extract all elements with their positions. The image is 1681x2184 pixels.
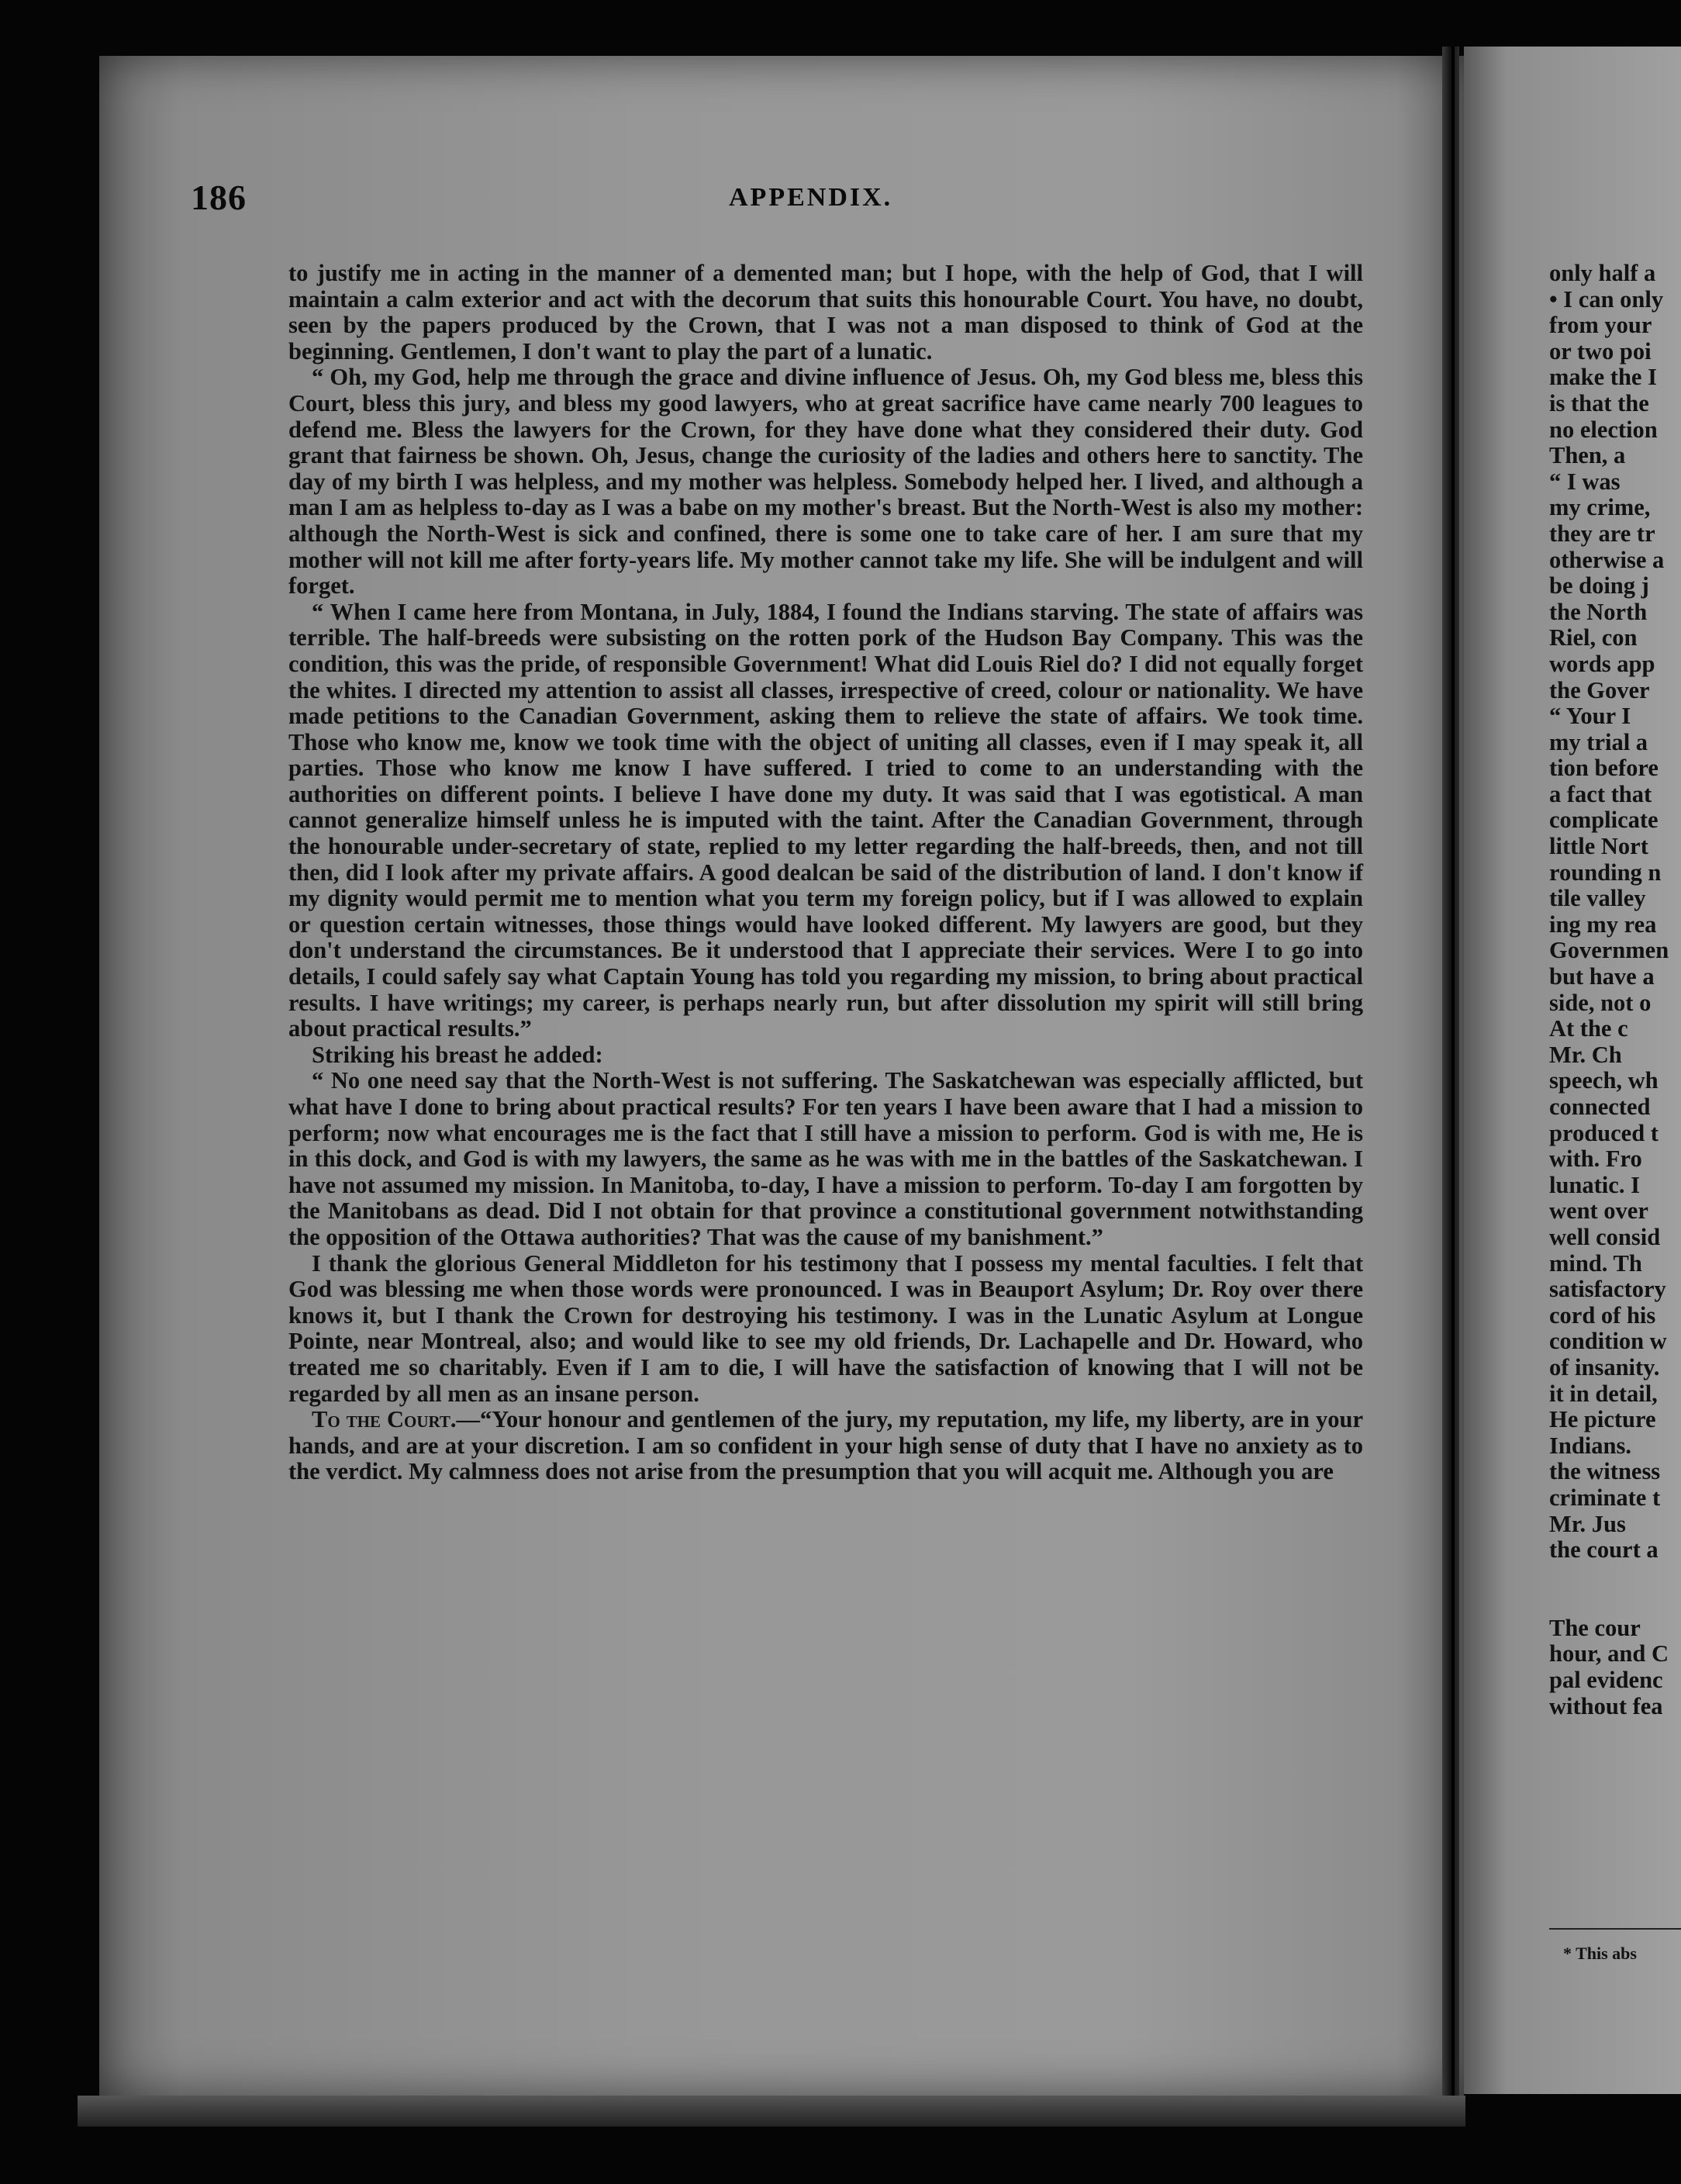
- right-page-line: a fact that: [1549, 780, 1652, 807]
- page-gutter: [1442, 47, 1459, 2110]
- right-page-line: The cour: [1549, 1614, 1641, 1641]
- right-page-line: the North: [1549, 598, 1648, 625]
- right-page-line: little Nort: [1549, 833, 1648, 860]
- right-page-line: criminate t: [1549, 1484, 1661, 1511]
- main-text-block: [288, 261, 1363, 1485]
- right-page-line: they are tr: [1549, 520, 1655, 547]
- right-page-line: be doing j: [1549, 572, 1649, 600]
- right-page-line: without fea: [1549, 1692, 1663, 1719]
- page-bottom-edge: [78, 2096, 1465, 2127]
- right-page-line: condition w: [1549, 1328, 1667, 1355]
- paragraph: I thank the glorious General Middleton for his testimony that I possess my mental faculties. I felt that God was blessing me when those words were pronounced. I was in Beauport Asylum; Dr. Roy over there knows it, but I thank the Crown for destroying his testimony. I was in the Lunatic Asylum at Longue Pointe, near Montreal, also; and would like to see my old friends, Dr. Lachapelle and Dr. Howard, who treated me so charitably. Even if I am to die, I will have the satisfaction of knowing that I will not be regarded by all men as an insane person.: [288, 1249, 1363, 1407]
- right-page-footnote: * This abs: [1563, 1944, 1637, 1963]
- page-number: 186: [191, 178, 247, 217]
- right-page-line: Riel, con: [1549, 624, 1638, 651]
- running-header: APPENDIX.: [729, 183, 893, 212]
- binding-thread: [1451, 47, 1455, 2110]
- paragraph: to justify me in acting in the manner of a demented man; but I hope, with the help of God, that I will maintain a calm exterior and act with the decorum that suits this honourable Court. You have, no doubt, seen by the papers produced by the Crown, that I was not a man disposed to think of God at the beginning. Gentlemen, I don't want to play the part of a lunatic.: [288, 260, 1363, 365]
- paragraph: “ When I came here from Montana, in July, 1884, I found the Indians starving. The state of affairs was terrible. The half-breeds were subsisting on the rotten pork of the Hudson Bay Company. This was the condition, this was the pride, of responsible Government! What did Louis Riel do? I did not equally forget the whites. I directed my attention to assist all classes, irrespective of creed, colour or nationality. We have made petitions to the Canadian Government, asking them to relieve the state of affairs. We took time. Those who know me, know we took time with the object of uniting all classes, even if I may speak it, all parties. Those who know me know I have suffered. I tried to come to an understanding with the authorities on different points. I believe I have done my duty. It was said that I was egotistical. A man cannot generalize himself unless he is imputed with the taint. After the Canadian Government, through the honourable under-secretary of state, replied to my letter regarding the half-breeds, then, and not till then, did I look after my private affairs. A good dealcan be said of the distribution of land. I don't know if my dignity would permit me to mention what you term my foreign policy, but if I was allowed to explain or question certain witnesses, those things would have looked different. My lawyers are good, but they don't understand the circumstances. Be it understood that I appreciate their services. Were I to go into details, I could safely say what Captain Young has told you regarding my mission, to bring about practical results. I have writings; my career, is perhaps nearly run, but after dissolution my spirit will still bring about practical results.”: [288, 598, 1363, 1042]
- footnote-rule: [1549, 1928, 1681, 1930]
- paragraph: “ No one need say that the North-West is not suffering. The Saskatchewan was especially afflicted, but what have I done to bring about practical results? For ten years I have been aware that I had a mission to perform; now what encourages me is the fact that I still have a mission to perform. God is with me, He is in this dock, and God is with my lawyers, the same as he was with me in the battles of the Saskatchewan. I have not assumed my mission. In Manitoba, to-day, I have a mission to perform. To-day I am forgotten by the Manitobans as dead. Did I not obtain for that province a constitutional government notwithstanding the opposition of the Ottawa authorities? That was the cause of my banishment.”: [288, 1067, 1363, 1250]
- right-page-line: ing my rea: [1549, 911, 1657, 938]
- right-page-line: of insanity.: [1549, 1353, 1660, 1381]
- right-page-line: words app: [1549, 650, 1655, 677]
- right-page-line: mind. Th: [1549, 1249, 1642, 1277]
- right-page-line: with. Fro: [1549, 1146, 1642, 1173]
- right-page-line: make the I: [1549, 364, 1657, 391]
- paragraph: “ Oh, my God, help me through the grace and divine influence of Jesus. Oh, my God bless me, bless this Court, bless this jury, and bless my good lawyers, who at great sacrifice have came nearly 700 leagues to defend me. Bless the lawyers for the Crown, for they have done what they considered their duty. God grant that fairness be shown. Oh, Jesus, change the curiosity of the ladies and others here to sanctity. The day of my birth I was helpless, and my mother was helpless. Somebody helped her. I lived, and although a man I am as helpless to-day as I was a babe on my mother's breast. But the North-West is also my mother: although the North-West is sick and confined, there is some one to take care of her. I am sure that my mother will not kill me after forty-years life. My mother cannot take my life. She will be indulgent and will forget.: [288, 364, 1363, 600]
- address-label: To the Court.: [312, 1406, 457, 1433]
- right-page-line: only half a: [1549, 260, 1656, 286]
- right-page-line: Mr. Ch: [1549, 1041, 1622, 1068]
- paragraph: Striking his breast he added:: [312, 1041, 603, 1068]
- right-page-line: or two poi: [1549, 337, 1652, 365]
- right-page-line: rounding n: [1549, 859, 1662, 886]
- right-page-text: [1549, 261, 1681, 1719]
- right-page-line: [1549, 1589, 1681, 1616]
- right-page-line: Then, a: [1549, 442, 1626, 469]
- right-page-line: complicate: [1549, 807, 1659, 834]
- right-page-line: went over: [1549, 1197, 1648, 1225]
- right-page-line: the court a: [1549, 1536, 1659, 1564]
- right-page-line: Governmen: [1549, 937, 1669, 964]
- paragraph-text: —“Your honour and gentlemen of the jury, my reputation, my life, my liberty, are in your hands, and are at your discretion. I am so confident in your high sense of duty that I have no anxiety as to the verdict. My calmness does not arise from the presumption that you will acquit me. Although you are: [288, 1406, 1363, 1485]
- right-page-line: speech, wh: [1549, 1067, 1659, 1094]
- right-page-line: connected: [1549, 1094, 1651, 1120]
- right-page-line: the Gover: [1549, 676, 1650, 703]
- right-page-line: • I can only: [1549, 285, 1664, 313]
- right-page-line: it in detail,: [1549, 1380, 1658, 1407]
- right-page-line: satisfactory: [1549, 1276, 1666, 1303]
- right-page-line: cord of his: [1549, 1301, 1656, 1329]
- right-page-line: my crime,: [1549, 494, 1651, 521]
- right-page-line: He picture: [1549, 1406, 1656, 1433]
- right-page-line: pal evidenc: [1549, 1667, 1663, 1694]
- right-page-line: lunatic. I: [1549, 1171, 1640, 1198]
- right-page-line: side, not o: [1549, 989, 1652, 1016]
- right-page-line: my trial a: [1549, 728, 1648, 755]
- right-page-line: well consid: [1549, 1223, 1661, 1250]
- right-page-line: “ Your I: [1549, 703, 1631, 730]
- right-page-line: no election: [1549, 416, 1658, 443]
- right-page-line: the witness: [1549, 1458, 1661, 1485]
- right-page-line: otherwise a: [1549, 546, 1665, 573]
- right-page-line: produced t: [1549, 1119, 1659, 1146]
- right-page-line: tion before: [1549, 755, 1659, 782]
- right-page-line: [1549, 1564, 1681, 1590]
- right-page-line: Mr. Jus: [1549, 1510, 1626, 1537]
- right-page-line: hour, and C: [1549, 1640, 1669, 1667]
- right-page-line: “ I was: [1549, 468, 1621, 495]
- paragraph: [288, 1407, 1363, 1485]
- right-page-line: At the c: [1549, 1015, 1628, 1042]
- right-page-line: is that the: [1549, 389, 1649, 416]
- right-page-line: from your: [1549, 312, 1652, 339]
- right-page-line: but have a: [1549, 963, 1655, 990]
- right-page-line: Indians.: [1549, 1432, 1631, 1459]
- right-page-line: tile valley: [1549, 885, 1646, 912]
